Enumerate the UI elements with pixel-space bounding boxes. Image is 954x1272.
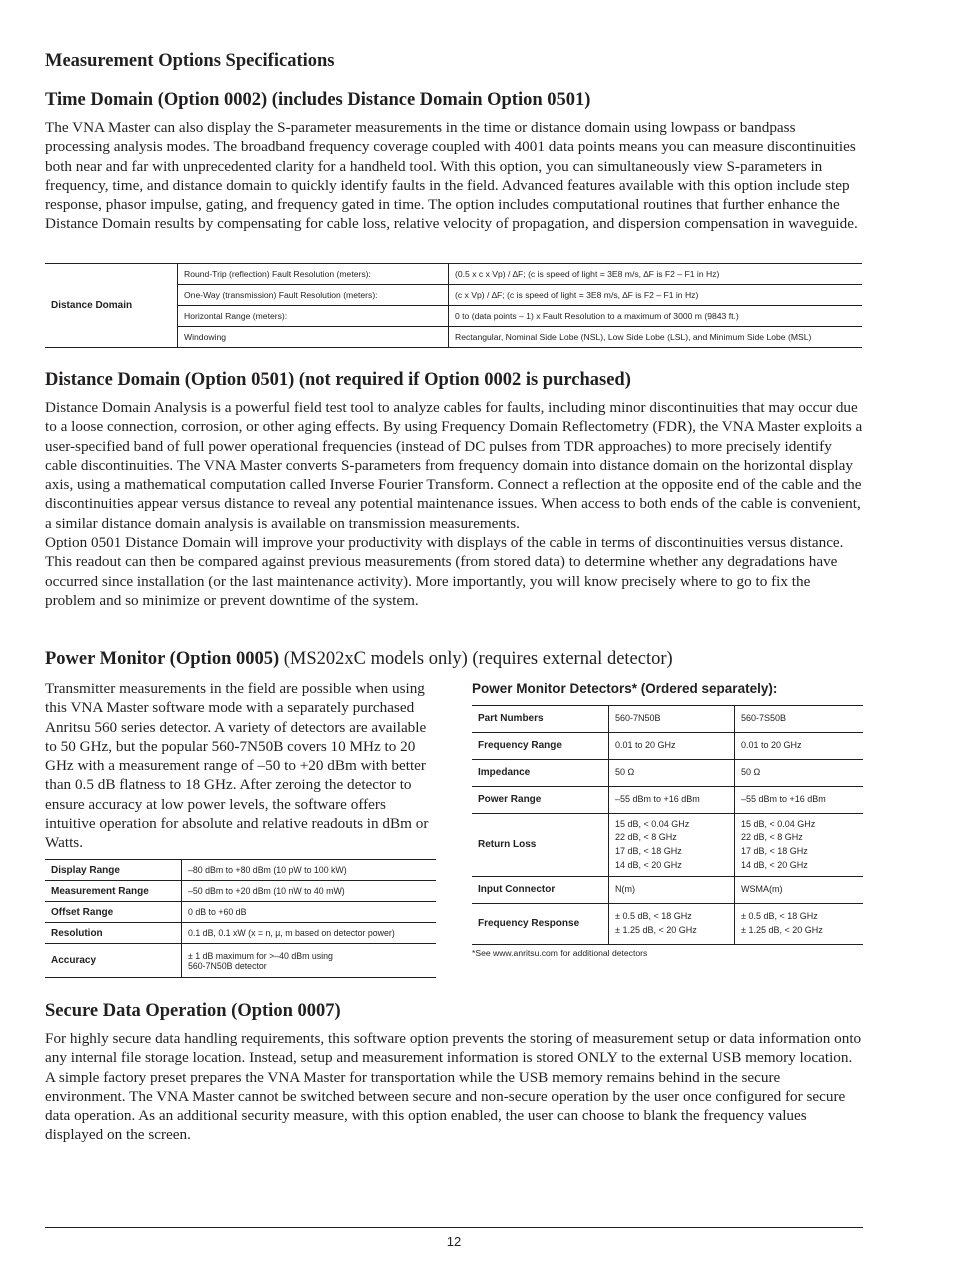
detector-label: Frequency Range — [472, 733, 609, 760]
param-cell: One-Way (transmission) Fault Resolution (meters): — [178, 285, 449, 306]
detector-value-b: WSMA(m) — [735, 877, 864, 904]
page-number: 12 — [446, 1234, 462, 1249]
secure-data-title: Secure Data Operation (Option 0007) — [45, 1001, 341, 1021]
table-row — [45, 264, 862, 285]
detector-label: Return Loss — [472, 814, 609, 877]
spec-value: 0.1 dB, 0.1 xW (x = n, µ, m based on detector power) — [182, 923, 437, 944]
distance-domain-paragraph-2: Option 0501 Distance Domain will improve your productivity with displays of the cable in terms of discontinuities versus distance. This readout can then be compared against previous measurements (from stored data) to determine whether any degradations have occurred since installation (or the last maintenance activity). More importantly, you will know precisely where to go to fix the problem and so minimize or prevent downtime of the system. — [45, 534, 844, 609]
page-heading: Measurement Options Specifications — [45, 51, 335, 71]
detector-label: Input Connector — [472, 877, 609, 904]
detectors-footnote: *See www.anritsu.com for additional detectors — [472, 948, 648, 958]
power-monitor-title-bold: Power Monitor (Option 0005) — [45, 649, 280, 669]
distance-domain-spec-table — [45, 263, 862, 348]
table-row — [45, 881, 436, 902]
param-cell: Horizontal Range (meters): — [178, 306, 449, 327]
table-row — [45, 902, 436, 923]
detector-value-a: 560-7N50B — [609, 706, 735, 733]
detectors-table — [472, 705, 863, 945]
distance-domain-title: Distance Domain (Option 0501) (not required if Option 0002 is purchased) — [45, 370, 631, 390]
param-cell: Round-Trip (reflection) Fault Resolution (meters): — [178, 264, 449, 285]
detector-value-b: 15 dB, < 0.04 GHz 22 dB, < 8 GHz 17 dB, < 18 GHz 14 dB, < 20 GHz — [735, 814, 864, 877]
group-label: Distance Domain — [45, 264, 178, 348]
power-monitor-title — [45, 648, 673, 670]
spec-label: Measurement Range — [45, 881, 182, 902]
table-row — [472, 877, 863, 904]
table-row — [472, 733, 863, 760]
power-monitor-spec-table — [45, 859, 436, 978]
value-cell: (c x Vp) / ∆F; (c is speed of light = 3E8 m/s, ∆F is F2 – F1 in Hz) — [449, 285, 863, 306]
spec-value: ± 1 dB maximum for >–40 dBm using 560-7N50B detector — [182, 944, 437, 978]
detectors-title: Power Monitor Detectors* (Ordered separately): — [472, 681, 778, 696]
detector-value-a: 15 dB, < 0.04 GHz 22 dB, < 8 GHz 17 dB, < 18 GHz 14 dB, < 20 GHz — [609, 814, 735, 877]
value-cell: Rectangular, Nominal Side Lobe (NSL), Low Side Lobe (LSL), and Minimum Side Lobe (MSL) — [449, 327, 863, 348]
table-row — [45, 860, 436, 881]
table-row — [472, 760, 863, 787]
detector-value-a: –55 dBm to +16 dBm — [609, 787, 735, 814]
distance-domain-body — [45, 398, 863, 610]
detector-value-a: ± 0.5 dB, < 18 GHz ± 1.25 dB, < 20 GHz — [609, 904, 735, 945]
param-cell: Windowing — [178, 327, 449, 348]
detector-value-a: N(m) — [609, 877, 735, 904]
time-domain-body: The VNA Master can also display the S-parameter measurements in the time or distance domain using lowpass or bandpass processing analysis modes. The broadband frequency coverage coupled with 4001 data points means you can measure discontinuities both near and far with unprecedented clarity for a handheld tool. With this option, you can simultaneously view S-parameters in frequency, time, and distance domain to quickly identify faults in the field. Advanced features available with this option include step response, phasor impulse, gating, and frequency gated in time. The option includes computational routines that further enhance the Distance Domain results by compensating for cable loss, relative velocity of propagation, and dispersion compensation in waveguide. — [45, 119, 858, 233]
spec-label: Accuracy — [45, 944, 182, 978]
table-row — [472, 787, 863, 814]
secure-data-body: For highly secure data handling requirements, this software option prevents the storing of measurement setup or data information onto any internal file storage location. Instead, setup and measurement information is stored ONLY to the external USB memory location. A simple factory preset prepares the VNA Master for transportation while the USB memory remains behind in the secure environment. The VNA Master cannot be switched between secure and non-secure operation by the user once configured for secure data operation. As an additional security measure, with this option enabled, the user can choose to blank the frequency values displayed on the screen. — [45, 1030, 862, 1144]
table-row — [472, 814, 863, 877]
spec-value: –80 dBm to +80 dBm (10 pW to 100 kW) — [182, 860, 437, 881]
distance-domain-paragraph-1: Distance Domain Analysis is a powerful field test tool to analyze cables for faults, including minor discontinuities that may occur due to a loose connection, corrosion, or other aging effects. By using Frequency Domain Reflectometry (FDR), the VNA Master exploits a user-specified band of full power operational frequencies (instead of DC pulses from TDR approaches) to more precisely identify cable discontinuities. The VNA Master converts S-parameters from frequency domain into distance domain on the horizontal display axis, using a mathematical computation called Inverse Fourier Transform. Connect a reflection at the opposite end of the cable and the discontinuities appear versus distance to reveal any potential maintenance issues. When access to both ends of the cable is convenient, a similar distance domain analysis is available on transmission measurements. — [45, 399, 863, 532]
detector-value-b: –55 dBm to +16 dBm — [735, 787, 864, 814]
table-row — [45, 923, 436, 944]
spec-label: Display Range — [45, 860, 182, 881]
detector-label: Impedance — [472, 760, 609, 787]
table-row — [45, 944, 436, 978]
detector-label: Part Numbers — [472, 706, 609, 733]
detector-label: Power Range — [472, 787, 609, 814]
detector-value-b: ± 0.5 dB, < 18 GHz ± 1.25 dB, < 20 GHz — [735, 904, 864, 945]
table-row — [472, 904, 863, 945]
detector-value-b: 560-7S50B — [735, 706, 864, 733]
spec-value: 0 dB to +60 dB — [182, 902, 437, 923]
footer-divider — [45, 1227, 863, 1228]
value-cell: 0 to (data points – 1) x Fault Resolution to a maximum of 3000 m (9843 ft.) — [449, 306, 863, 327]
spec-label: Resolution — [45, 923, 182, 944]
detector-value-b: 50 Ω — [735, 760, 864, 787]
table-row — [472, 706, 863, 733]
spec-value: –50 dBm to +20 dBm (10 nW to 40 mW) — [182, 881, 437, 902]
power-monitor-body: Transmitter measurements in the field are possible when using this VNA Master software mode with a separately purchased Anritsu 560 series detector. A variety of detectors are available to 50 GHz, but the popular 560-7N50B covers 10 MHz to 20 GHz with a measurement range of –50 to +20 dBm with better than 0.5 dB flatness to 18 GHz. After zeroing the detector to ensure accuracy at low power levels, the software offers intuitive operation for absolute and relative readouts in dBm or Watts. — [45, 680, 429, 852]
spec-label: Offset Range — [45, 902, 182, 923]
detector-value-a: 50 Ω — [609, 760, 735, 787]
detector-value-a: 0.01 to 20 GHz — [609, 733, 735, 760]
value-cell: (0.5 x c x Vp) / ∆F; (c is speed of light = 3E8 m/s, ∆F is F2 – F1 in Hz) — [449, 264, 863, 285]
time-domain-title: Time Domain (Option 0002) (includes Distance Domain Option 0501) — [45, 90, 591, 110]
detector-value-b: 0.01 to 20 GHz — [735, 733, 864, 760]
detector-label: Frequency Response — [472, 904, 609, 945]
power-monitor-title-note: (MS202xC models only) (requires external detector) — [279, 649, 673, 669]
